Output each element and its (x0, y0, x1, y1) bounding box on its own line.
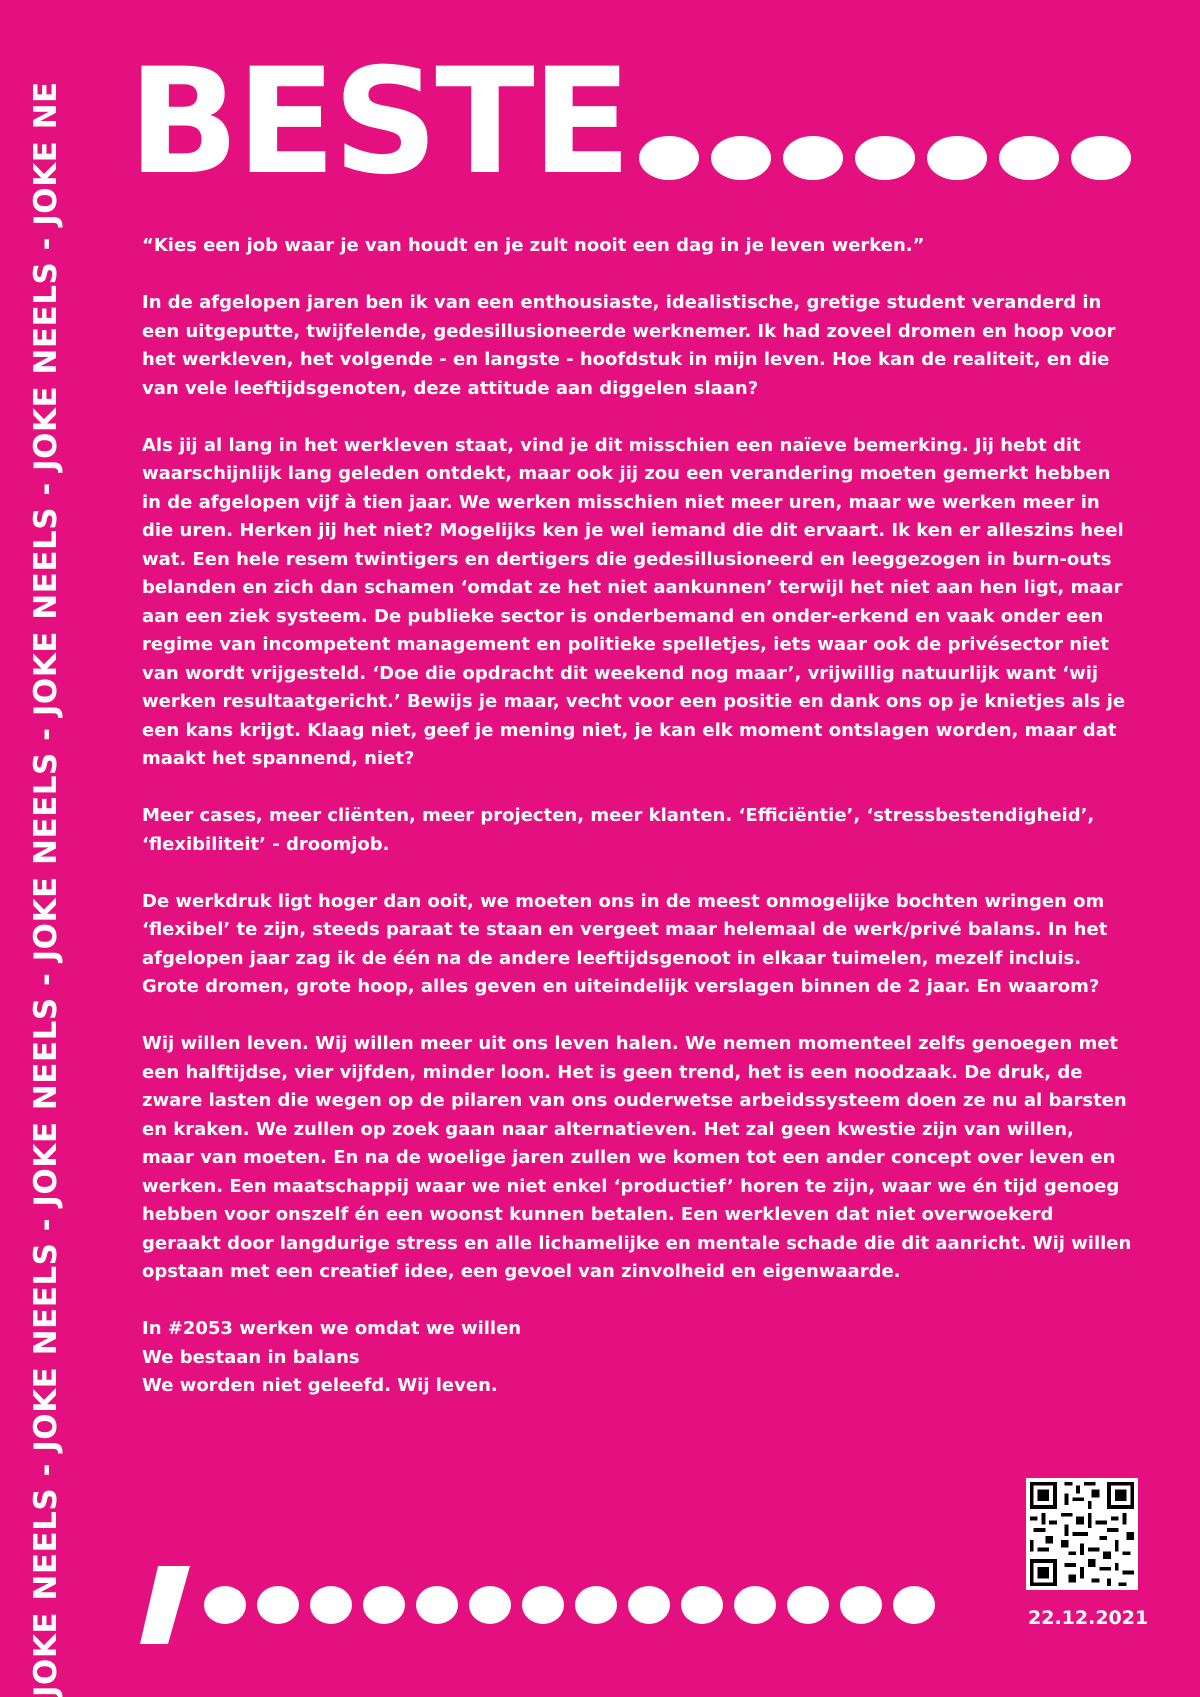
title-text: BESTE (128, 37, 629, 207)
vertical-author-name: JOKE NEELS - JOKE NEELS - JOKE NEELS - JOKE NEELS - JOKE NEELS - JOKE NEELS - JOKE NE (28, 81, 64, 1697)
dot-row (204, 1586, 935, 1624)
ellipsis-dot (310, 1586, 352, 1624)
ellipsis-dot (681, 1586, 723, 1624)
ellipsis-dot (416, 1586, 458, 1624)
bottom-decoration (140, 1566, 935, 1644)
title-dots (639, 136, 1131, 180)
ellipsis-dot (787, 1586, 829, 1624)
title-dot (783, 136, 843, 180)
paragraph: Wij willen leven. Wij willen meer uit ons leven halen. We nemen momenteel zelfs genoegen met een halftijdse, vier vijfden, minder loon. Het is geen trend, het is een noodzaak. De druk, de zware lasten die wegen op de pilaren van ons ouderwetse arbeidssysteem doen ze nu al barsten en kraken. We zullen op zoek gaan naar alternatieven. Het zal geen kwestie zijn van willen, maar van moeten. En na de woelige jaren zullen we komen tot een ander concept over leven en werken. Een maatschappij waar we niet enkel ‘productief’ horen te zijn, waar we én tijd genoeg hebben voor onszelf én een woonst kunnen betalen. Een werkleven dat niet overwoekerd geraakt door langdurige stress en alle lichamelijke en mentale schade die dit aanricht. Wij willen opstaan met een creatief idee, een gevoel van zinvolheid en eigenwaarde. (142, 1033, 1132, 1282)
ellipsis-dot (575, 1586, 617, 1624)
title-dot (1071, 136, 1131, 180)
closing-lines (142, 1315, 1132, 1401)
letter-body (142, 232, 1132, 1401)
title-dot (711, 136, 771, 180)
paragraph: Als jij al lang in het werkleven staat, vind je dit misschien een naïeve bemerking. Jij hebt dit waarschijnlijk lang geleden ontdekt, maar ook jij zou een verandering moeten gemerkt hebben in de afgelopen vijf à tien jaar. We werken misschien niet meer uren, maar we werken meer in die uren. Herken jij het niet? Mogelijks ken je wel iemand die dit ervaart. Ik ken er alleszins heel wat. Een hele resem twintigers en dertigers die gedesillusioneerd en leeggezogen in burn-outs belanden en zich dan schamen ‘omdat ze het niet aankunnen’ terwijl het niet aan hen ligt, maar aan een ziek systeem. De publieke sector is onderbemand en onder-erkend en vaak onder een regime van incompetent management en politieke spelletjes, iets waar ook de privésector niet van wordt vrijgesteld. ‘Doe die opdracht dit weekend nog maar’, vrijwillig natuurlijk want ‘wij werken resultaatgericht.’ Bewijs je maar, vecht voor een positie en dank ons op je knietjes als je een kans krijgt. Klaag niet, geef je mening niet, je kan elk moment ontslagen worden, maar dat maakt het spannend, niet? (142, 434, 1126, 769)
date-label: 22.12.2021 (1028, 1607, 1149, 1629)
title-dot (855, 136, 915, 180)
paragraph: Meer cases, meer cliënten, meer projecten, meer klanten. ‘Efficiëntie’, ‘stressbestendigheid’, ‘flexibiliteit’ - droomjob. (142, 805, 1095, 855)
ellipsis-dot (840, 1586, 882, 1624)
ellipsis-dot (469, 1586, 511, 1624)
ellipsis-dot (204, 1586, 246, 1624)
ellipsis-dot (257, 1586, 299, 1624)
closing-line: In #2053 werken we omdat we willen (142, 1318, 522, 1339)
title-dot (639, 136, 699, 180)
title-dot (999, 136, 1059, 180)
closing-line: We worden niet geleefd. Wij leven. (142, 1375, 498, 1396)
paragraph: In de afgelopen jaren ben ik van een enthousiaste, idealistische, gretige student veranderd in een uitgeputte, twijfelende, gedesillusioneerde werknemer. Ik had zoveel dromen en hoop voor het werkleven, het volgende - en langste - hoofdstuk in mijn leven. Hoe kan de realiteit, en die van vele leeftijdsgenoten, deze attitude aan diggelen slaan? (142, 292, 1116, 399)
ellipsis-dot (628, 1586, 670, 1624)
page-title (128, 37, 1131, 207)
opening-quote: “Kies een job waar je van houdt en je zult nooit een dag in je leven werken.” (142, 235, 925, 256)
title-dot (927, 136, 987, 180)
qr-code-icon[interactable] (1026, 1478, 1138, 1590)
ellipsis-dot (522, 1586, 564, 1624)
ellipsis-dot (363, 1586, 405, 1624)
paragraph: De werkdruk ligt hoger dan ooit, we moeten ons in de meest onmogelijke bochten wringen om ‘flexibel’ te zijn, steeds paraat te staan en vergeet maar helemaal de werk/privé balans. In het afgelopen jaar zag ik de één na de andere leeftijdsgenoot in elkaar tuimelen, mezelf incluis. Grote dromen, grote hoop, alles geven en uiteindelijk verslagen binnen de 2 jaar. En waarom? (142, 890, 1108, 997)
closing-line: We bestaan in balans (142, 1346, 360, 1368)
comma-mark (140, 1566, 190, 1644)
ellipsis-dot (734, 1586, 776, 1624)
ellipsis-dot (893, 1586, 935, 1624)
